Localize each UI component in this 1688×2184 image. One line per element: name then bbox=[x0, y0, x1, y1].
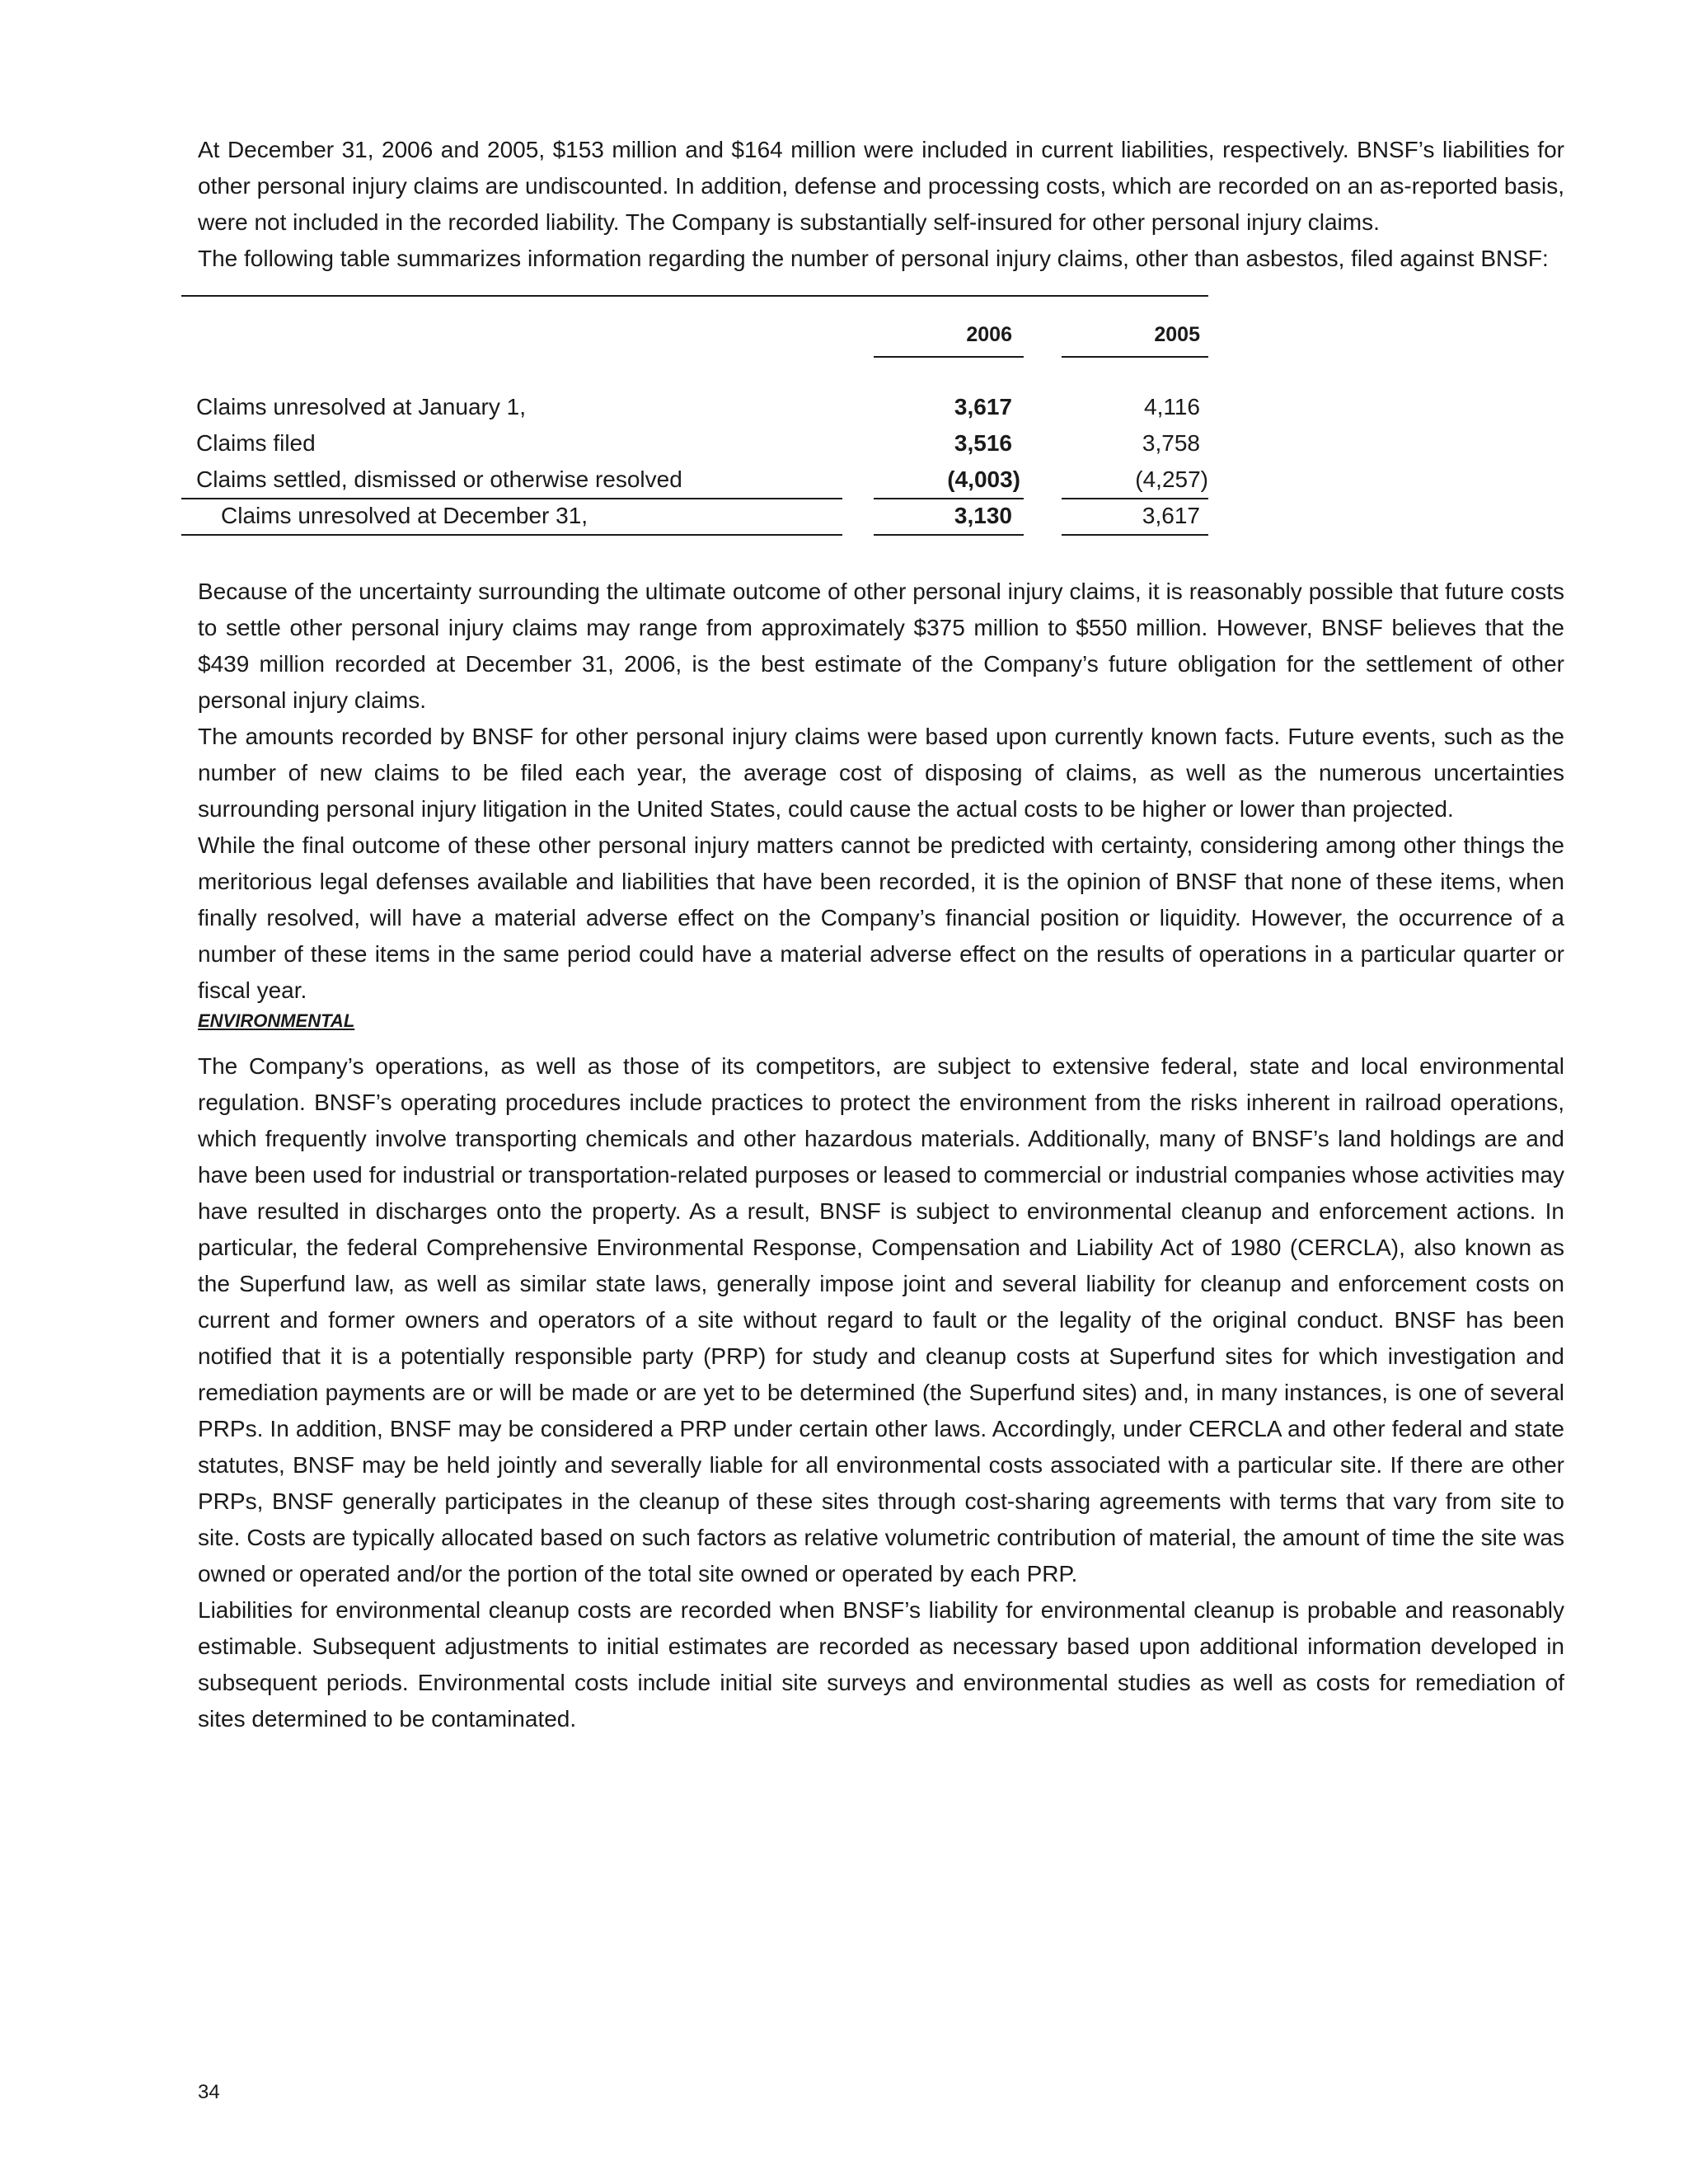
paragraph-environmental-liabilities: Liabilities for environmental cleanup costs are recorded when BNSF’s liability for environmental cleanup is probable and reasonably estimable. Subsequent adjustments to initial estimates are recorded as necessary based upon additional information developed in subsequent periods. Environmental costs include initial site surveys and environmental studies as well as costs for remediation of sites determined to be contaminated. bbox=[198, 1597, 1564, 1732]
section-heading-environmental: ENVIRONMENTAL bbox=[198, 1010, 355, 1031]
table-row bbox=[181, 389, 1208, 425]
total-rule-label bbox=[181, 534, 842, 536]
value-2005: 4,116 bbox=[1144, 394, 1200, 419]
column-header-2005: 2005 bbox=[1154, 323, 1200, 346]
value-2006: 3,617 bbox=[954, 394, 1012, 419]
value-2005: 3,617 bbox=[1142, 503, 1200, 528]
paragraph-environmental-operations: The Company’s operations, as well as those of its competitors, are subject to extensive federal, state and local environmental regulation. BNSF’s operating procedures include practices to protect the environment from the risks inherent in railroad operations, which frequently involve transporting chemicals and other hazardous materials. Additionally, many of BNSF’s land holdings are and have been used for industrial or transportation-related purposes or leased to commercial or industrial companies whose activities may have resulted in discharges onto the property. As a result, BNSF is subject to environmental cleanup and enforcement actions. In particular, the federal Comprehensive Environmental Response, Compensation and Liability Act of 1980 (CERCLA), also known as the Superfund law, as well as similar state laws, generally impose joint and several liability for cleanup and enforcement costs on current and former owners and operators of a site without regard to fault or the legality of the original conduct. BNSF has been notified that it is a potentially responsible party (PRP) for study and cleanup costs at Superfund sites for which investigation and remediation payments are or will be made or are yet to be determined (the Superfund sites) and, in many instances, is one of several PRPs. In addition, BNSF may be considered a PRP under certain other laws. Accordingly, under CERCLA and other federal and state statutes, BNSF may be held jointly and severally liable for all environmental costs associated with a particular site. If there are other PRPs, BNSF generally participates in the cleanup of these sites through cost-sharing agreements with terms that vary from site to site. Costs are typically allocated based on such factors as relative volumetric contribution of material, the amount of time the site was owned or operated and/or the portion of the total site owned or operated by each PRP. bbox=[198, 1053, 1564, 1586]
paragraph-table-intro: The following table summarizes information regarding the number of personal injury claims, other than asbestos, filed against BNSF: bbox=[198, 246, 1549, 271]
paragraph-final-outcome: While the final outcome of these other personal injury matters cannot be predicted with certainty, considering among other things the meritorious legal defenses available and liabilities that have been recorded, it is the opinion of BNSF that none of these items, when finally resolved, will have a material adverse effect on the Company’s financial position or liquidity. However, the occurrence of a number of these items in the same period could have a material adverse effect on the results of operations in a particular quarter or fiscal year. bbox=[198, 832, 1564, 1003]
page-number: 34 bbox=[198, 2081, 220, 2103]
row-label: Claims settled, dismissed or otherwise resolved bbox=[196, 466, 682, 492]
header-rule-2005 bbox=[1062, 356, 1208, 358]
table-row bbox=[181, 462, 1208, 498]
table-body bbox=[181, 389, 1208, 534]
table-row-total bbox=[181, 498, 1208, 534]
row-label: Claims unresolved at January 1, bbox=[196, 394, 526, 419]
value-2005: (4,257) bbox=[1135, 466, 1208, 492]
paragraph-liabilities: At December 31, 2006 and 2005, $153 million and $164 million were included in current liabilities, respectively. BNSF’s liabilities for other personal injury claims are undiscounted. In addition, defense and processing costs, which are recorded on an as-reported basis, were not included in the recorded liability. The Company is substantially self-insured for other personal injury claims. bbox=[198, 137, 1564, 235]
paragraph-amounts-recorded: The amounts recorded by BNSF for other personal injury claims were based upon currently known facts. Future events, such as the number of new claims to be filed each year, the average cost of disposing of claims, as well as the numerous uncertainties surrounding personal injury litigation in the United States, could cause the actual costs to be higher or lower than projected. bbox=[198, 724, 1564, 822]
total-rule-2006 bbox=[874, 534, 1024, 536]
value-2006: 3,516 bbox=[954, 430, 1012, 456]
table-row bbox=[181, 425, 1208, 462]
value-2005: 3,758 bbox=[1142, 430, 1200, 456]
row-label: Claims filed bbox=[196, 430, 316, 456]
header-rule-2006 bbox=[874, 356, 1024, 358]
table-header bbox=[181, 297, 1208, 373]
value-2006: (4,003) bbox=[947, 466, 1020, 492]
claims-table bbox=[181, 295, 1208, 534]
value-2006: 3,130 bbox=[954, 503, 1012, 528]
column-header-2006: 2006 bbox=[966, 323, 1012, 346]
document-page bbox=[198, 132, 1564, 1737]
row-label: Claims unresolved at December 31, bbox=[221, 503, 588, 528]
paragraph-uncertainty: Because of the uncertainty surrounding the ultimate outcome of other personal injury claims, it is reasonably possible that future costs to settle other personal injury claims may range from approximately $375 million to $550 million. However, BNSF believes that the $439 million recorded at December 31, 2006, is the best estimate of the Company’s future obligation for the settlement of other personal injury claims. bbox=[198, 579, 1564, 713]
total-rule-2005 bbox=[1062, 534, 1208, 536]
